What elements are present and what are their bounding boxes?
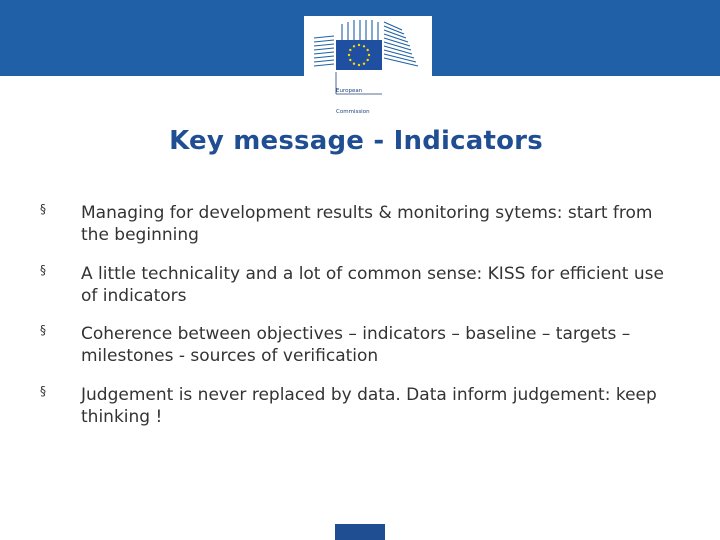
footer-bar xyxy=(335,524,385,540)
bullet-marker-icon: § xyxy=(40,263,46,277)
bullet-marker-icon: § xyxy=(40,323,46,337)
bullet-marker-icon: § xyxy=(40,202,46,216)
bullet-text: Judgement is never replaced by data. Data inform judgement: keep thinking ! xyxy=(81,385,657,427)
bullet-text: A little technicality and a lot of common sense: KISS for efficient use of indicators xyxy=(81,264,664,306)
bullet-text: Managing for development results & monitoring sytems: start from the beginning xyxy=(81,203,653,245)
european-commission-logo-icon xyxy=(304,16,432,115)
bullet-text: Coherence between objectives – indicators – baseline – targets –milestones - sources of verification xyxy=(81,324,631,366)
logo-line-2: Commission xyxy=(336,109,370,115)
logo-text xyxy=(336,74,370,130)
bullet-marker-icon: § xyxy=(40,384,46,398)
logo-line-1: European xyxy=(336,88,363,94)
page-title: Key message - Indicators xyxy=(169,126,543,156)
